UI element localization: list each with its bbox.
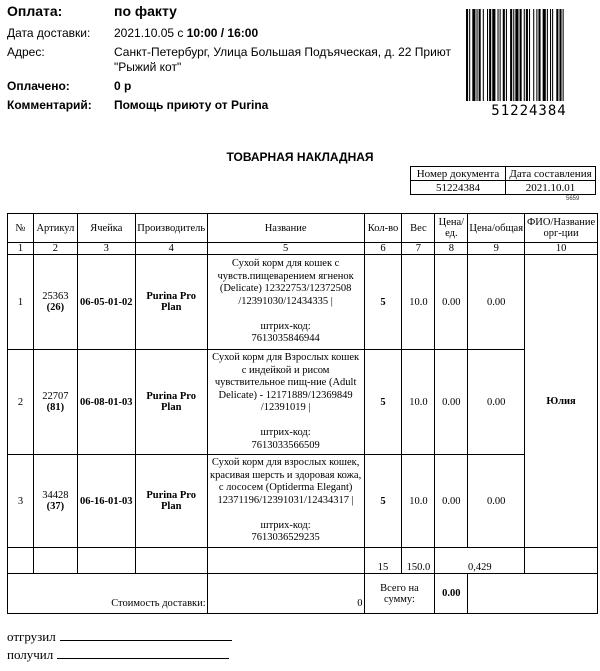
goods-table xyxy=(7,213,598,614)
payment-label: Оплата: xyxy=(7,3,63,19)
delivery-cost-value: 0 xyxy=(207,574,364,614)
row-qty: 5 xyxy=(364,350,402,455)
address-label: Адрес: xyxy=(7,45,45,59)
row-cell: 06-08-01-03 xyxy=(77,350,135,455)
header-cell: ФИО/Название орг-ции xyxy=(525,214,598,243)
row-qty: 5 xyxy=(364,255,402,350)
row-article xyxy=(33,255,77,350)
delivery-value xyxy=(114,26,457,41)
delivery-label: Дата доставки: xyxy=(7,26,91,40)
received-line xyxy=(57,648,229,659)
barcode-bar xyxy=(492,9,495,101)
barcode-bar xyxy=(556,9,558,101)
paid-label: Оплачено: xyxy=(7,79,70,93)
header-cell: Кол-во xyxy=(364,214,402,243)
comment-label: Комментарий: xyxy=(7,98,92,112)
barcode-number: 51224384 xyxy=(491,103,567,119)
product-name: Сухой корм для Взрослых кошек с индейкой и рисом чувствительное пищ-ние (Adult Delicate) - 12171889/12369849 /12391019 | xyxy=(212,352,360,413)
barcode-bar xyxy=(533,9,534,101)
col-number: 6 xyxy=(364,243,402,255)
barcode-bar xyxy=(543,9,546,101)
sum-label: Всего на сумму: xyxy=(364,574,435,614)
barcode-bar xyxy=(472,9,475,101)
row-qty: 5 xyxy=(364,455,402,548)
column-number-row xyxy=(8,243,598,255)
shipped-label: отгрузил xyxy=(7,629,56,644)
barcode-bar xyxy=(479,9,481,101)
row-article xyxy=(33,455,77,548)
document-barcode xyxy=(466,9,592,119)
barcode-bar xyxy=(559,9,561,101)
barcode-bar xyxy=(550,9,551,101)
header-cell: Цена/общая xyxy=(468,214,525,243)
barcode-bar xyxy=(469,9,470,101)
row-weight: 10.0 xyxy=(402,455,435,548)
row-total: 0.00 xyxy=(468,255,525,350)
signature-shipped xyxy=(7,629,232,645)
payment-value: по факту xyxy=(114,3,177,19)
row-maker: Purina Pro Plan xyxy=(135,350,207,455)
row-number: 2 xyxy=(8,350,34,455)
small-code: 5659 xyxy=(566,196,580,202)
document-title: ТОВАРНАЯ НАКЛАДНАЯ xyxy=(226,150,374,164)
header-cell: Ячейка xyxy=(77,214,135,243)
address-row xyxy=(7,45,457,75)
signature-received xyxy=(7,647,229,663)
row-name xyxy=(207,455,364,548)
barcode-bar xyxy=(477,9,478,101)
totals-row xyxy=(8,548,598,574)
col-number: 7 xyxy=(402,243,435,255)
row-total: 0.00 xyxy=(468,455,525,548)
paid-row xyxy=(7,79,457,94)
table-row xyxy=(8,455,598,548)
doc-date-label: Дата составления xyxy=(506,167,596,181)
barcode-bar xyxy=(503,9,505,101)
doc-number-value: 51224384 xyxy=(411,181,506,195)
header-cell: Вес xyxy=(402,214,435,243)
barcode-bar xyxy=(487,9,488,101)
row-price: 0.00 xyxy=(435,255,468,350)
col-number: 8 xyxy=(435,243,468,255)
col-number: 4 xyxy=(135,243,207,255)
barcode-bar xyxy=(552,9,553,101)
row-name xyxy=(207,350,364,455)
recipient-name: Юлия xyxy=(525,255,598,548)
barcode-bar xyxy=(520,9,522,101)
header-cell: Название xyxy=(207,214,364,243)
row-price: 0.00 xyxy=(435,350,468,455)
doc-number-label: Номер документа xyxy=(411,167,506,181)
barcode-bar xyxy=(515,9,518,101)
row-number: 1 xyxy=(8,255,34,350)
row-name xyxy=(207,255,364,350)
article-sub: (37) xyxy=(46,501,65,512)
col-number: 9 xyxy=(468,243,525,255)
col-number: 3 xyxy=(77,243,135,255)
row-weight: 10.0 xyxy=(402,255,435,350)
comment-value: Помощь приюту от Purina xyxy=(114,98,269,112)
delivery-date: 2021.10.05 c xyxy=(114,26,187,40)
header-cell: Производитель xyxy=(135,214,207,243)
product-barcode: 7613036529235 xyxy=(251,532,320,544)
col-number: 10 xyxy=(525,243,598,255)
col-number: 2 xyxy=(33,243,77,255)
order-header xyxy=(7,0,457,117)
barcode-bar xyxy=(489,9,491,101)
article-sub: (81) xyxy=(46,402,65,413)
header-cell: Артикул xyxy=(33,214,77,243)
product-barcode: 7613033566509 xyxy=(251,439,320,451)
total-qty: 15 xyxy=(364,548,402,574)
barcode-label: штрих-код: xyxy=(260,427,311,438)
product-barcode: 7613035846944 xyxy=(251,333,320,345)
barcode-bar xyxy=(524,9,525,101)
barcode-bar xyxy=(563,9,564,101)
col-number: 5 xyxy=(207,243,364,255)
table-header-row xyxy=(8,214,598,243)
address-value: Санкт-Петербург, Улица Большая Подъяческая, д. 22 Приют "Рыжий кот" xyxy=(114,45,452,74)
article-code: 22707 xyxy=(42,391,69,402)
sum-value: 0.00 xyxy=(435,574,468,614)
delivery-row xyxy=(7,26,457,41)
row-total: 0.00 xyxy=(468,350,525,455)
barcode-bar xyxy=(536,9,537,101)
article-code: 25363 xyxy=(42,291,69,302)
delivery-cost-label: Стоимость доставки: xyxy=(8,574,208,614)
payment-row xyxy=(7,0,457,26)
row-maker: Purina Pro Plan xyxy=(135,255,207,350)
barcode-bar xyxy=(529,9,530,101)
document-info-table xyxy=(410,166,596,195)
barcode-label: штрих-код: xyxy=(260,320,311,332)
summary-row xyxy=(8,574,598,614)
barcode-bar xyxy=(526,9,528,101)
doc-date-value: 2021.10.01 xyxy=(506,181,596,195)
row-price: 0.00 xyxy=(435,455,468,548)
table-row xyxy=(8,350,598,455)
total-weight: 150.0 xyxy=(402,548,435,574)
received-label: получил xyxy=(7,647,54,662)
barcode-bar xyxy=(466,9,468,101)
paid-value: 0 р xyxy=(114,79,132,93)
header-cell: № xyxy=(8,214,34,243)
comment-row xyxy=(7,98,457,113)
barcode-bar xyxy=(538,9,540,101)
article-sub: (26) xyxy=(46,302,65,313)
delivery-time: 10:00 / 16:00 xyxy=(186,26,259,40)
row-number: 3 xyxy=(8,455,34,548)
product-name: Сухой корм для кошек с чувств.пищеварением ягненок (Delicate) 12322753/12372508 /12391030/12434335 | xyxy=(217,258,354,307)
row-cell: 06-05-01-02 xyxy=(77,255,135,350)
table-row xyxy=(8,255,598,350)
col-number: 1 xyxy=(8,243,34,255)
barcode-bar xyxy=(506,9,507,101)
shipped-line xyxy=(60,630,232,641)
row-maker: Purina Pro Plan xyxy=(135,455,207,548)
row-weight: 10.0 xyxy=(402,350,435,455)
header-cell: Цена/ ед. xyxy=(435,214,468,243)
total-value: 0,429 xyxy=(435,548,525,574)
barcode-label: штрих-код: xyxy=(260,519,311,531)
row-cell: 06-16-01-03 xyxy=(77,455,135,548)
product-name: Сухой корм для взрослых кошек, красивая шерсть и здоровая кожа, с лососем (Optiderma Elegant) 12371196/12391031/12434317 | xyxy=(210,457,362,506)
barcode-bar xyxy=(498,9,499,101)
article-code: 34428 xyxy=(42,490,69,501)
barcode-bar xyxy=(513,9,514,101)
barcode-bar xyxy=(500,9,501,101)
barcode-bar xyxy=(510,9,512,101)
barcode-bars xyxy=(466,9,592,101)
barcode-bar xyxy=(483,9,484,101)
barcode-bar xyxy=(547,9,548,101)
row-article xyxy=(33,350,77,455)
